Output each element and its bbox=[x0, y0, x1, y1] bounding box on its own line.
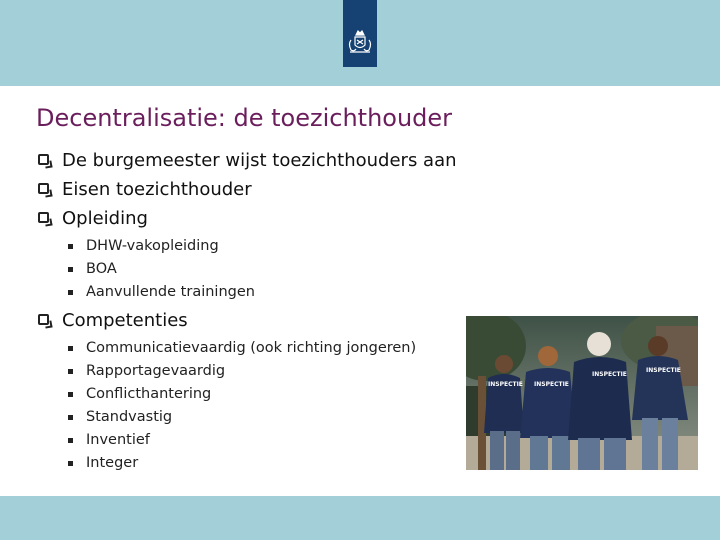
square-bullet-icon bbox=[68, 267, 73, 272]
list-item bbox=[38, 177, 457, 206]
inspectors-photo bbox=[466, 316, 698, 470]
sub-list-item-label: DHW-vakopleiding bbox=[86, 238, 219, 254]
sub-list-item-label: BOA bbox=[86, 261, 117, 277]
list-item-label: De burgemeester wijst toezichthouders aan bbox=[62, 150, 457, 171]
sub-list-item bbox=[38, 383, 457, 406]
square-bullet-icon bbox=[68, 438, 73, 443]
sub-list-item bbox=[38, 406, 457, 429]
checkbox-bullet-icon bbox=[38, 183, 49, 194]
inspectors-illustration bbox=[466, 316, 698, 470]
jacket-label: INSPECTIE bbox=[534, 381, 569, 388]
sub-list-item bbox=[38, 281, 457, 304]
rijksoverheid-logo bbox=[343, 0, 377, 67]
list-item-label: Eisen toezichthouder bbox=[62, 179, 252, 200]
sub-list-item-label: Aanvullende trainingen bbox=[86, 284, 255, 300]
list-item bbox=[38, 206, 457, 235]
square-bullet-icon bbox=[68, 369, 73, 374]
checkbox-bullet-icon bbox=[38, 212, 49, 223]
square-bullet-icon bbox=[68, 346, 73, 351]
square-bullet-icon bbox=[68, 415, 73, 420]
jacket-label: INSPECTIE bbox=[488, 381, 523, 388]
sub-list-item-label: Inventief bbox=[86, 432, 150, 448]
sub-list bbox=[38, 337, 457, 475]
list-item-label: Competenties bbox=[62, 310, 188, 331]
sub-list-item bbox=[38, 429, 457, 452]
checkbox-bullet-icon bbox=[38, 314, 49, 325]
jacket-label: INSPECTIE bbox=[592, 371, 627, 378]
sub-list-item bbox=[38, 337, 457, 360]
square-bullet-icon bbox=[68, 290, 73, 295]
square-bullet-icon bbox=[68, 392, 73, 397]
sub-list-item-label: Integer bbox=[86, 455, 139, 471]
jacket-label: INSPECTIE bbox=[646, 367, 681, 374]
header-band bbox=[0, 0, 720, 86]
bullet-list bbox=[38, 148, 457, 479]
sub-list-item bbox=[38, 235, 457, 258]
footer-band bbox=[0, 496, 720, 540]
square-bullet-icon bbox=[68, 244, 73, 249]
sub-list-item bbox=[38, 258, 457, 281]
checkbox-bullet-icon bbox=[38, 154, 49, 165]
coat-of-arms-icon bbox=[343, 0, 377, 67]
sub-list-item-label: Conflicthantering bbox=[86, 386, 212, 402]
list-item-label: Opleiding bbox=[62, 208, 148, 229]
sub-list-item-label: Rapportagevaardig bbox=[86, 363, 226, 379]
list-item bbox=[38, 308, 457, 337]
square-bullet-icon bbox=[68, 461, 73, 466]
sub-list bbox=[38, 235, 457, 304]
sub-list-item-label: Communicatievaardig (ook richting jongeren) bbox=[86, 340, 417, 356]
sub-list-item bbox=[38, 452, 457, 475]
sub-list-item bbox=[38, 360, 457, 383]
list-item bbox=[38, 148, 457, 177]
sub-list-item-label: Standvastig bbox=[86, 409, 173, 425]
slide-title: Decentralisatie: de toezichthouder bbox=[36, 104, 453, 132]
